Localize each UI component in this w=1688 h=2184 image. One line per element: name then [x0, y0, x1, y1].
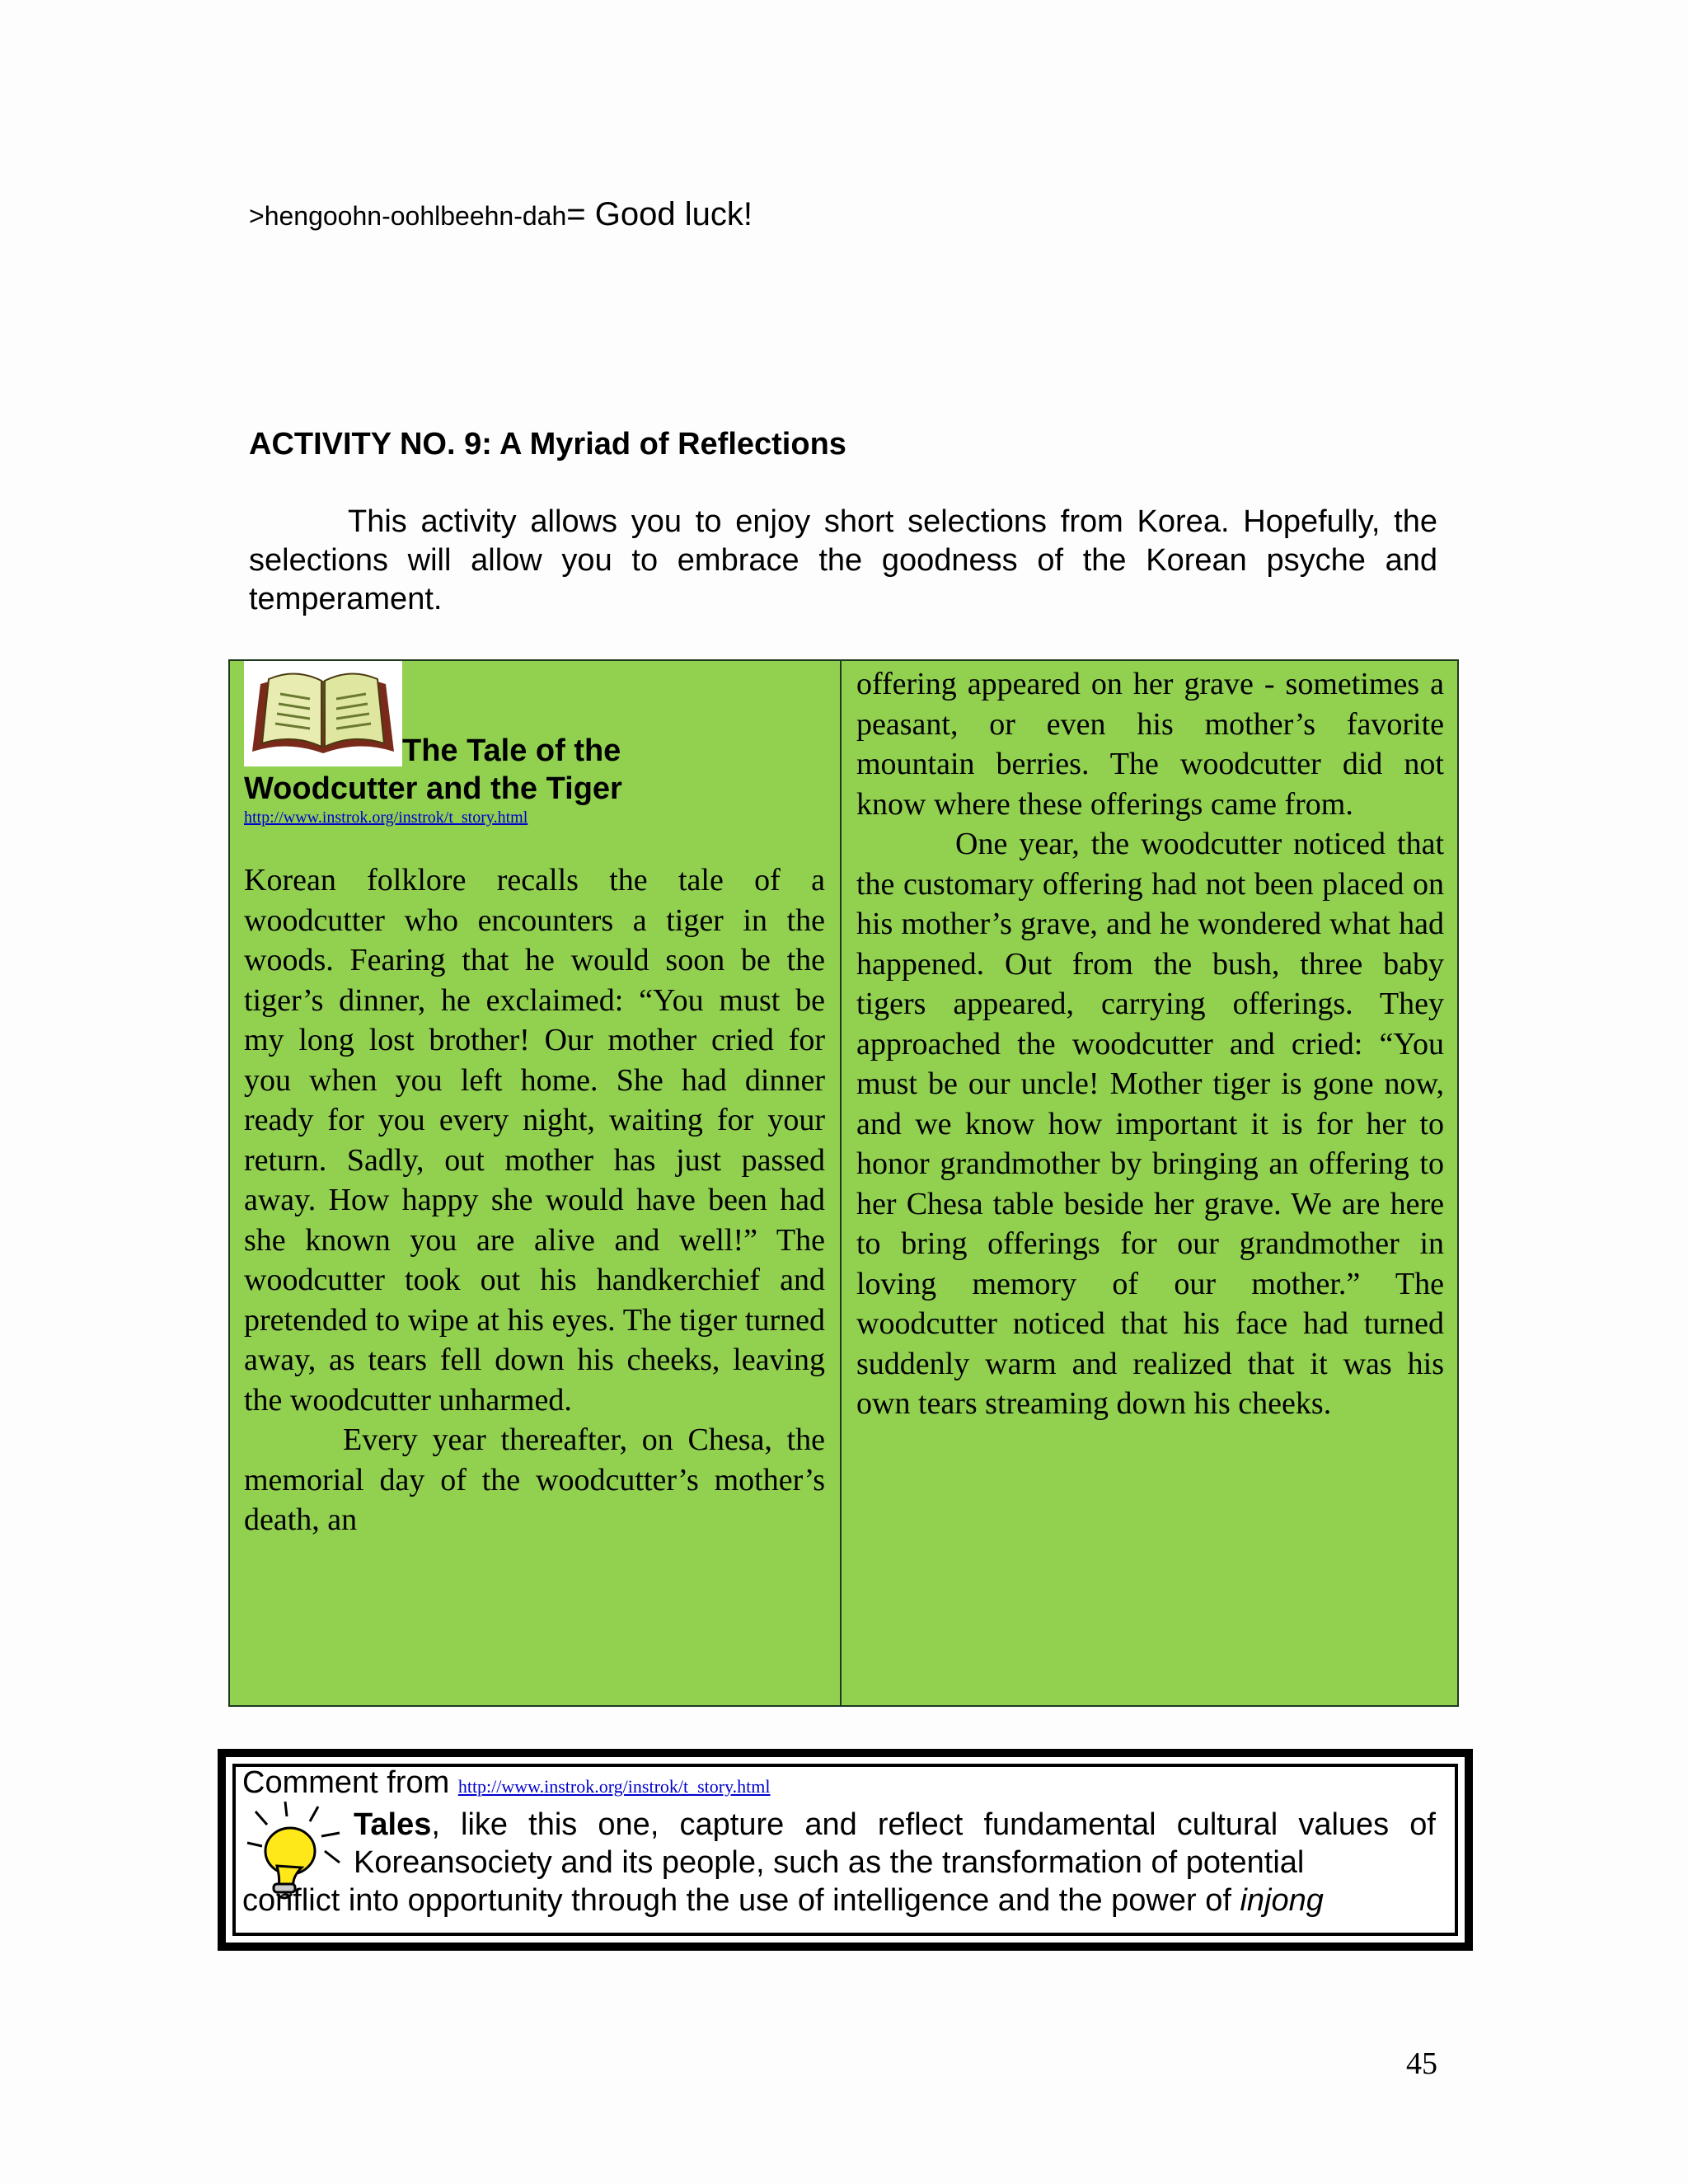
story-title-line2: Woodcutter and the Tiger	[244, 771, 622, 806]
comment-line2: , like this one, capture and reflect fundamental cultural values of Koreansociety and its people, such as the transformation of potential	[354, 1807, 1436, 1880]
comment-italic-word: injong	[1240, 1883, 1324, 1918]
phrase-text: >hengoohn-oohlbeehn-dah	[249, 201, 567, 231]
story-left-column	[230, 661, 842, 1705]
story-source-link[interactable]: http://www.instrok.org/instrok/t_story.html	[244, 808, 528, 827]
comment-source-link[interactable]: http://www.instrok.org/instrok/t_story.html	[457, 1776, 771, 1797]
story-paragraph-3: offering appeared on her grave - sometimes a peasant, or even his mother’s favorite mountain berries. The woodcutter did not know where these offerings came from.	[856, 667, 1444, 822]
korean-phrase	[249, 196, 753, 233]
comment-text	[242, 1765, 1436, 1919]
phrase-meaning: = Good luck!	[566, 196, 753, 232]
comment-paragraph	[242, 1806, 1436, 1882]
story-title-line1: The Tale of the	[402, 733, 621, 768]
story-paragraph-1: Korean folklore recalls the tale of a woodcutter who encounters a tiger in the woods. Fearing that he would soon be the tiger’s dinner, he exclaimed: “You must be my long lost brother! Our mother cried for you when you left home. She had dinner ready for you every night, waiting for your return. Sadly, out mother has just passed away. How happy she would have been had she known you are alive and well!” The woodcutter took out his handkerchief and pretended to wipe at his eyes. The tiger turned away, as tears fell down his cheeks, leaving the woodcutter unharmed.	[244, 863, 825, 1418]
story-paragraph-2: Every year thereafter, on Chesa, the memorial day of the woodcutter’s mother’s death, an	[244, 1422, 825, 1537]
comment-label: Comment from	[242, 1765, 458, 1800]
activity-intro	[249, 503, 1437, 619]
story-table	[228, 659, 1459, 1707]
intro-text: This activity allows you to enjoy short selections from Korea. Hopefully, the selections will allow you to embrace the goodness of the Korean psyche and temperament.	[249, 504, 1437, 616]
activity-title: ACTIVITY NO. 9: A Myriad of Reflections	[249, 427, 846, 462]
comment-last-line	[242, 1882, 1436, 1919]
story-paragraph-4: One year, the woodcutter noticed that the customary offering had not been placed on his mother’s grave, and he wondered what had happened. Out from the bush, three baby tigers appeared, carrying offerings. They approached the woodcutter and cried: “You must be our uncle! Mother tiger is gone now, and we know how important it is for her to honor grandmother by bringing an offering to her Chesa table beside her grave. We are here to bring offerings for our grandmother in loving memory of our mother.” The woodcutter noticed that his face had turned suddenly warm and realized that it was his own tears streaming down his cheeks.	[856, 827, 1444, 1421]
book-icon	[244, 661, 402, 766]
story-right-column	[842, 661, 1457, 1705]
page-number: 45	[1406, 2046, 1437, 2081]
comment-bold-word: Tales	[354, 1807, 432, 1842]
comment-line3: conflict into opportunity through the use of intelligence and the power of	[242, 1883, 1240, 1918]
comment-box	[218, 1749, 1473, 1951]
